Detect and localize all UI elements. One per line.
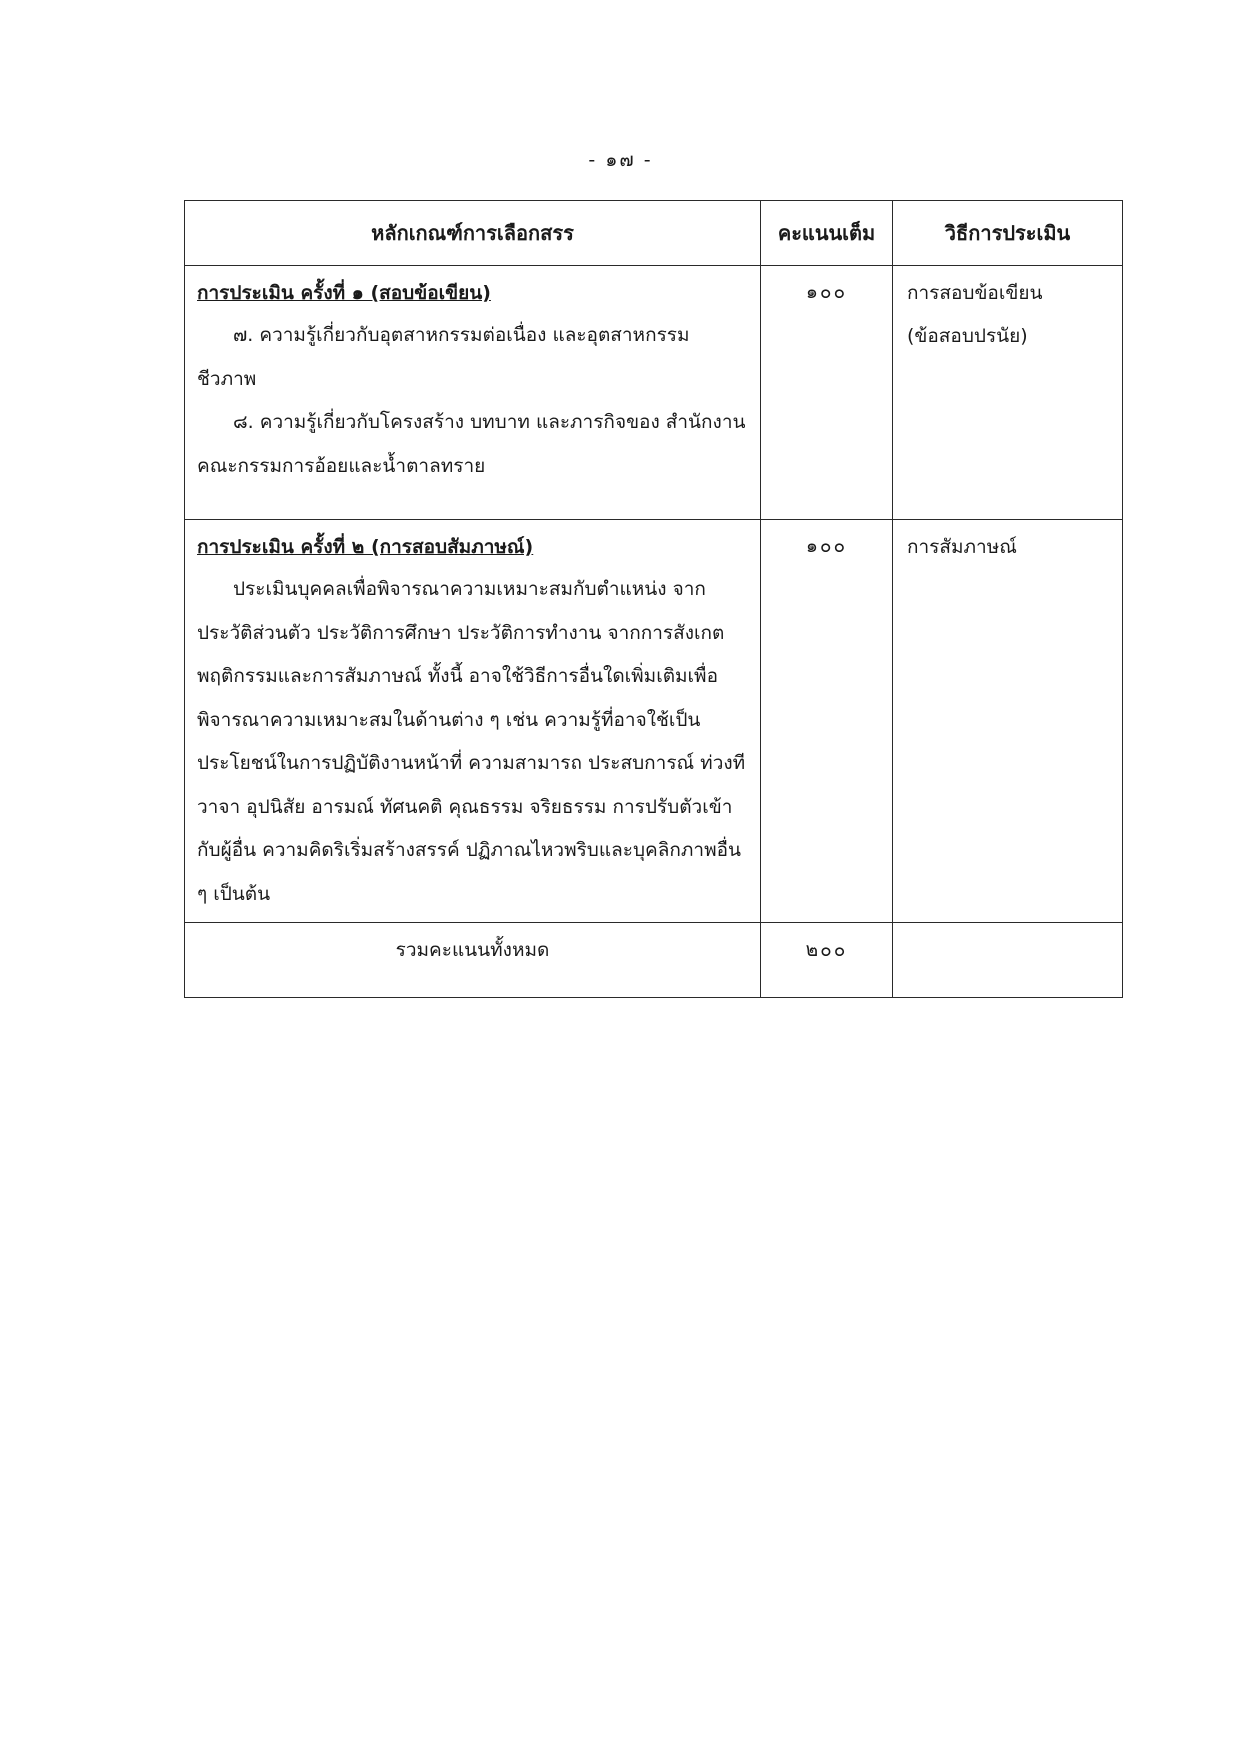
header-method-label: วิธีการประเมิน [944, 221, 1071, 245]
table-row [185, 266, 1123, 520]
section-title: การประเมิน ครั้งที่ ๑ (สอบข้อเขียน) [197, 282, 491, 304]
criteria-paragraph: ประเมินบุคคลเพื่อพิจารณาความเหมาะสมกับตำแหน่ง จากประวัติส่วนตัว ประวัติการศึกษา ประวัติการทำงาน จากการสังเกตพฤติกรรมและการสัมภาษณ์ ทั้งนี้ อาจใช้วิธีการอื่นใดเพิ่มเติมเพื่อพิจารณาความเหมาะสมในด้านต่าง ๆ เช่น ความรู้ที่อาจใช้เป็นประโยชน์ในการปฏิบัติงานหน้าที่ ความสามารถ ประสบการณ์ ท่วงทีวาจา อุปนิสัย อารมณ์ ทัศนคติ คุณธรรม จริยธรรม การปรับตัวเข้ากับผู้อื่น ความคิดริเริ่มสร้างสรรค์ ปฏิภาณไหวพริบและบุคลิกภาพอื่น ๆ เป็นต้น [197, 578, 746, 905]
header-criteria [185, 201, 761, 266]
method-cell [893, 520, 1123, 923]
method-line: การสอบข้อเขียน [907, 282, 1043, 304]
method-cell [893, 266, 1123, 520]
header-method [893, 201, 1123, 266]
table-row [185, 520, 1123, 923]
total-method [893, 923, 1123, 998]
criteria-paragraph: ๘. ความรู้เกี่ยวกับโครงสร้าง บทบาท และภารกิจของ สำนักงานคณะกรรมการอ้อยและน้ำตาลทราย [197, 411, 746, 477]
total-label: รวมคะแนนทั้งหมด [185, 923, 761, 998]
section-title: การประเมิน ครั้งที่ ๒ (การสอบสัมภาษณ์) [197, 536, 534, 558]
criteria-table [184, 200, 1123, 998]
table-header-row [185, 201, 1123, 266]
page-number: - ๑๗ - [588, 149, 653, 171]
criteria-cell [185, 520, 761, 923]
criteria-cell [185, 266, 761, 520]
header-full-score [761, 201, 893, 266]
full-score-cell: ๑๐๐ [761, 266, 893, 520]
criteria-paragraph: ๗. ความรู้เกี่ยวกับอุตสาหกรรมต่อเนื่อง และอุตสาหกรรม ชีวภาพ [197, 324, 690, 390]
method-line: (ข้อสอบปรนัย) [907, 325, 1028, 347]
header-full-score-label: คะแนนเต็ม [777, 221, 876, 245]
header-criteria-label: หลักเกณฑ์การเลือกสรร [371, 221, 574, 245]
method-line: การสัมภาษณ์ [907, 536, 1017, 558]
total-score: ๒๐๐ [761, 923, 893, 998]
total-row [185, 923, 1123, 998]
full-score-cell: ๑๐๐ [761, 520, 893, 923]
